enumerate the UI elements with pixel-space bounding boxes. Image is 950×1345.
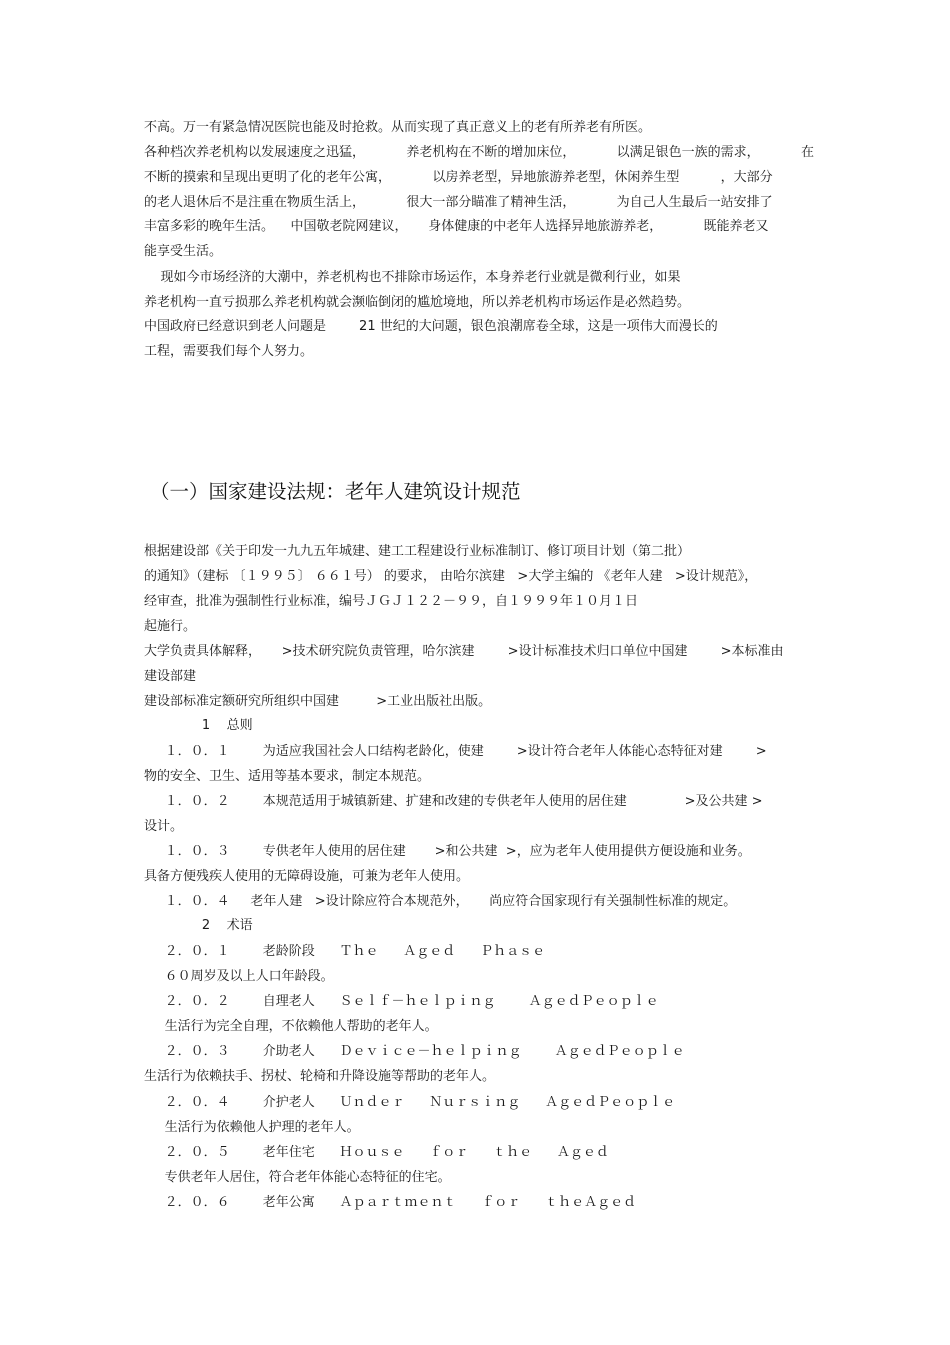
term-definition: 生活行为完全自理，不依赖他人帮助的老年人。 xyxy=(144,1019,438,1034)
term-line: ２．０．１ 老龄阶段 Ｔｈｅ Ａｇｅｄ Ｐｈａｓｅ xyxy=(144,944,546,959)
intro-line: 丰富多彩的晚年生活。 中国敬老院网建议， 身体健康的中老年人选择异地旅游养老， 既能养老又 xyxy=(144,219,769,234)
intro-line: 现如今市场经济的大潮中，养老机构也不排除市场运作，本身养老行业就是微利行业，如果 xyxy=(144,270,681,285)
clause-line: １．０．４ 老年人建 >设计除应符合本规范外， 尚应符合国家现行有关强制性标准的规定。 xyxy=(144,894,737,909)
clause-line: １．０．３ 专供老年人使用的居住建 >和公共建 >，应为老年人使用提供方便设施和业务。 xyxy=(144,844,751,859)
intro-line: 不断的摸索和呈现出更明了化的老年公寓， 以房养老型，异地旅游养老型，休闲养生型 ，大部分 xyxy=(144,170,773,185)
term-line: ２．０．４ 介护老人 Ｕｎｄｅｒ Ｎｕｒｓｉｎｇ ＡｇｅｄＰｅｏｐｌｅ xyxy=(144,1095,676,1110)
intro-line: 养老机构一直亏损那么养老机构就会濒临倒闭的尴尬境地，所以养老机构市场运作是必然趋势。 xyxy=(144,295,691,310)
term-definition: ６０周岁及以上人口年龄段。 xyxy=(144,969,334,984)
term-definition: 生活行为依赖扶手、拐杖、轮椅和升降设施等帮助的老年人。 xyxy=(144,1069,496,1084)
body-line: 物的安全、卫生、适用等基本要求，制定本规范。 xyxy=(144,769,431,784)
clause-line: １．０．１ 为适应我国社会人口结构老龄化，使建 >设计符合老年人体能心态特征对建 > xyxy=(144,744,767,759)
body-line: 起施行。 xyxy=(144,619,197,634)
term-line: ２．０．５ 老年住宅 Ｈｏｕｓｅ ｆｏｒ ｔｈｅ Ａｇｅｄ xyxy=(144,1145,609,1160)
intro-line: 的老人退休后不是注重在物质生活上， 很大一部分瞄准了精神生活， 为自己人生最后一站安排了 xyxy=(144,195,773,210)
body-line: 大学负责具体解释， >技术研究院负责管理，哈尔滨建 >设计标准技术归口单位中国建 >本标准由 xyxy=(144,644,784,659)
term-line: ２．０．６ 老年公寓 Ａｐａｒｔｍｅｎｔ ｆｏｒ ｔｈｅＡｇｅｄ xyxy=(144,1195,637,1210)
body-line: 建设部建 xyxy=(144,669,197,684)
chapter-heading: 2 术语 xyxy=(144,918,253,933)
term-line: ２．０．３ 介助老人 Ｄｅｖｉｃｅ－ｈｅｌｐｉｎｇ ＡｇｅｄＰｅｏｐｌｅ xyxy=(144,1044,685,1059)
body-line: 具备方便残疾人使用的无障碍设施，可兼为老年人使用。 xyxy=(144,869,470,884)
intro-line: 中国政府已经意识到老人问题是 21 世纪的大问题，银色浪潮席卷全球，这是一项伟大而漫长的 xyxy=(144,319,718,334)
body-line: 的通知》（建标 〔１９９５〕 ６６１号） 的要求， 由哈尔滨建 >大学主编的 《老年人建 >设计规范》， xyxy=(144,569,758,584)
intro-line: 不高。万一有紧急情况医院也能及时抢救。从而实现了真正意义上的老有所养老有所医。 xyxy=(144,120,652,135)
body-line: 根据建设部《关于印发一九九五年城建、建工工程建设行业标准制订、修订项目计划（第二批） xyxy=(144,544,691,559)
body-line: 建设部标准定额研究所组织中国建 >工业出版社出版。 xyxy=(144,694,492,709)
intro-line: 能享受生活。 xyxy=(144,244,223,259)
intro-line: 工程，需要我们每个人努力。 xyxy=(144,344,314,359)
intro-line: 各种档次养老机构以发展速度之迅猛， 养老机构在不断的增加床位， 以满足银色一族的需求， 在 xyxy=(144,145,814,160)
chapter-heading: 1 总则 xyxy=(144,718,253,733)
term-definition: 专供老年人居住，符合老年体能心态特征的住宅。 xyxy=(144,1170,451,1185)
section-heading: （一）国家建设法规：老年人建筑设计规范 xyxy=(150,480,521,503)
body-line: 经审查，批准为强制性行业标准，编号ＪＧＪ１２２－９９，自１９９９年１０月１日 xyxy=(144,594,639,609)
term-definition: 生活行为依赖他人护理的老年人。 xyxy=(144,1120,360,1135)
term-line: ２．０．２ 自理老人 Ｓｅｌｆ－ｈｅｌｐｉｎｇ ＡｇｅｄＰｅｏｐｌｅ xyxy=(144,994,659,1009)
clause-line: １．０．２ 本规范适用于城镇新建、扩建和改建的专供老年人使用的居住建 >及公共建 > xyxy=(144,794,763,809)
body-line: 设计。 xyxy=(144,819,184,834)
